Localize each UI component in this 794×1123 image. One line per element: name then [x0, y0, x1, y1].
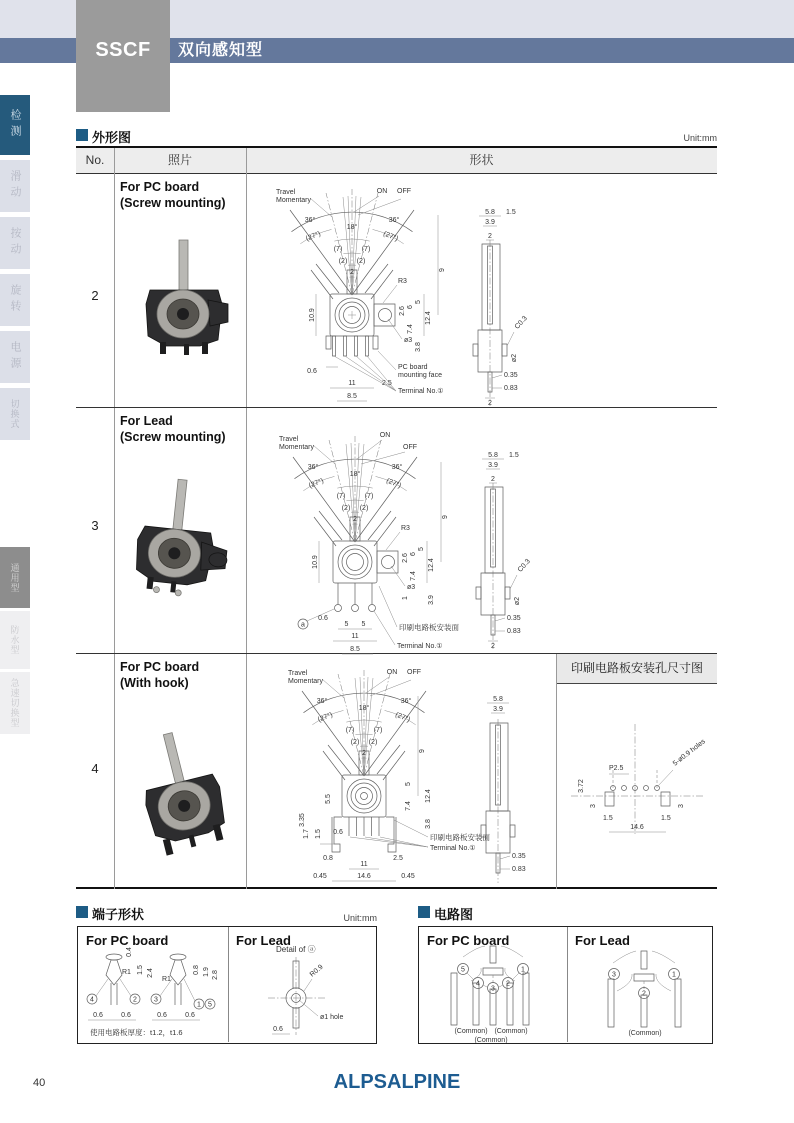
svg-text:7.4: 7.4 [410, 571, 417, 581]
row-number: 2 [91, 288, 99, 303]
svg-text:R3: R3 [401, 525, 410, 532]
svg-text:3.8: 3.8 [425, 819, 432, 829]
svg-text:Travel: Travel [288, 670, 308, 677]
svg-text:1: 1 [402, 596, 409, 600]
svg-text:18°: 18° [349, 471, 361, 478]
svg-text:2: 2 [488, 400, 492, 407]
svg-text:(2): (2) [338, 258, 348, 265]
terminal-pcb-title: For PC board [86, 933, 169, 948]
svg-text:1: 1 [197, 1001, 201, 1009]
sidebar-tab-slide: 滑动 [0, 160, 30, 212]
svg-text:(7): (7) [336, 493, 346, 500]
svg-text:(2): (2) [350, 739, 360, 746]
svg-text:1: 1 [672, 971, 676, 979]
svg-text:Terminal No.①: Terminal No.① [398, 388, 444, 395]
model-name: SSCF [95, 39, 151, 61]
svg-text:(27°): (27°) [317, 711, 334, 724]
svg-text:3.9: 3.9 [488, 462, 498, 469]
hole-panel-title: 印刷电路板安装孔尺寸图 [557, 654, 717, 684]
col-divider [114, 148, 115, 889]
svg-text:5: 5 [405, 782, 412, 786]
svg-text:Terminal No.①: Terminal No.① [397, 643, 443, 650]
svg-text:11: 11 [360, 861, 368, 868]
svg-text:0.8: 0.8 [193, 965, 200, 975]
svg-text:ON: ON [379, 432, 391, 439]
terminal-box [77, 926, 377, 1044]
svg-text:36°: 36° [391, 464, 403, 471]
svg-text:0.45: 0.45 [313, 873, 327, 880]
svg-text:ø3: ø3 [404, 337, 413, 344]
switch-photo [134, 728, 230, 858]
svg-text:3: 3 [590, 804, 597, 808]
svg-text:6: 6 [410, 552, 417, 556]
svg-text:C0.3: C0.3 [516, 557, 532, 574]
svg-text:18°: 18° [346, 224, 358, 231]
svg-text:(2): (2) [341, 505, 351, 512]
svg-text:(Common): (Common) [494, 1028, 528, 1035]
svg-text:Momentary: Momentary [279, 444, 315, 451]
svg-text:8.5: 8.5 [350, 646, 360, 653]
svg-text:Terminal No.①: Terminal No.① [430, 845, 476, 852]
svg-text:0.6: 0.6 [318, 615, 328, 622]
svg-text:7.4: 7.4 [405, 801, 412, 811]
svg-text:0.45: 0.45 [401, 873, 415, 880]
svg-text:ON: ON [376, 188, 388, 195]
circuit-box [418, 926, 713, 1044]
row3-mount-title: For Lead (Screw mounting) [120, 414, 226, 444]
svg-text:7.4: 7.4 [407, 324, 414, 334]
svg-text:2: 2 [491, 476, 495, 483]
svg-text:36°: 36° [316, 698, 328, 705]
svg-text:3: 3 [612, 971, 616, 979]
outline-table [76, 146, 717, 889]
svg-text:3.9: 3.9 [428, 595, 435, 605]
svg-text:(Common): (Common) [474, 1037, 508, 1044]
svg-text:Momentary: Momentary [288, 678, 324, 685]
svg-text:14.6: 14.6 [357, 873, 371, 880]
svg-text:5: 5 [208, 1001, 212, 1009]
svg-text:2.5: 2.5 [382, 380, 392, 387]
svg-text:0.35: 0.35 [512, 853, 526, 860]
svg-text:0.6: 0.6 [273, 1026, 283, 1033]
svg-text:3.9: 3.9 [485, 219, 495, 226]
svg-text:OFF: OFF [407, 669, 421, 676]
svg-text:3.35: 3.35 [299, 813, 306, 827]
svg-text:11: 11 [348, 380, 356, 387]
svg-text:R3: R3 [398, 278, 407, 285]
svg-text:2.8: 2.8 [212, 970, 219, 980]
svg-text:0.6: 0.6 [157, 1012, 167, 1019]
svg-text:36°: 36° [304, 217, 316, 224]
svg-text:1.5: 1.5 [315, 829, 322, 839]
svg-text:2.4: 2.4 [147, 968, 154, 978]
svg-text:(2): (2) [356, 258, 366, 265]
svg-text:12.4: 12.4 [425, 789, 432, 803]
svg-text:ø3: ø3 [407, 584, 416, 591]
section-marker-icon [76, 906, 88, 918]
circuit-pcb-drawing [419, 927, 567, 1045]
svg-text:R1: R1 [122, 969, 131, 976]
sidebar-tab-general: 通用型 [0, 547, 30, 608]
svg-text:5: 5 [361, 621, 366, 628]
sidebar-tab-quickswitch: 急速切换型 [0, 672, 30, 734]
svg-text:R1: R1 [162, 976, 171, 983]
svg-text:9: 9 [419, 749, 426, 753]
svg-text:Momentary: Momentary [276, 197, 312, 204]
svg-text:1.5: 1.5 [603, 815, 613, 822]
svg-text:Travel: Travel [276, 189, 296, 196]
sidebar-tab-push: 按动 [0, 217, 30, 269]
svg-text:(7): (7) [373, 727, 383, 734]
svg-text:12.4: 12.4 [425, 311, 432, 325]
sidebar-tab-rotary: 旋转 [0, 274, 30, 326]
svg-text:6: 6 [407, 305, 414, 309]
svg-text:36°: 36° [307, 464, 319, 471]
svg-text:OFF: OFF [403, 444, 417, 451]
row2-mount-title: For PC board (Screw mounting) [120, 180, 226, 210]
circuit-pcb-title: For PC board [427, 933, 510, 948]
hole-panel-drawing [557, 684, 717, 889]
svg-text:(27°): (27°) [305, 230, 322, 243]
svg-text:12.4: 12.4 [428, 558, 435, 572]
svg-text:5: 5 [344, 621, 349, 628]
svg-text:0.4: 0.4 [126, 947, 133, 957]
svg-text:0.6: 0.6 [185, 1012, 195, 1019]
terminal-unit: Unit:mm [343, 913, 377, 923]
svg-text:(7): (7) [361, 246, 371, 253]
svg-text:10.9: 10.9 [312, 555, 319, 569]
svg-text:2.6: 2.6 [402, 553, 409, 563]
sidebar-tab-toggle: 切换式 [0, 388, 30, 440]
svg-text:9: 9 [442, 515, 449, 519]
svg-text:(2): (2) [368, 739, 378, 746]
svg-text:(27°): (27°) [308, 477, 325, 490]
switch-photo [132, 478, 232, 598]
svg-text:ø2: ø2 [511, 353, 518, 363]
svg-text:8.5: 8.5 [347, 393, 357, 400]
svg-text:2.5: 2.5 [393, 855, 403, 862]
svg-text:0.6: 0.6 [121, 1012, 131, 1019]
svg-text:2.6: 2.6 [399, 306, 406, 316]
svg-text:(2): (2) [359, 505, 369, 512]
svg-text:(Common): (Common) [454, 1028, 488, 1035]
outline-section-title: 外形图 [92, 130, 132, 145]
svg-text:0.83: 0.83 [504, 385, 518, 392]
svg-text:9: 9 [439, 268, 446, 272]
row-number: 3 [91, 518, 99, 533]
circuit-lead-title: For Lead [575, 933, 630, 948]
svg-text:2: 2 [488, 233, 492, 240]
svg-text:Travel: Travel [279, 436, 299, 443]
svg-text:ON: ON [386, 669, 398, 676]
outline-drawing-row2 [246, 174, 717, 407]
svg-text:0.6: 0.6 [333, 829, 343, 836]
svg-text:ø1 hole: ø1 hole [320, 1014, 344, 1021]
svg-text:0.83: 0.83 [507, 628, 521, 635]
svg-text:2: 2 [506, 980, 510, 988]
svg-text:14.6: 14.6 [630, 824, 644, 831]
svg-text:1: 1 [521, 966, 525, 974]
alps-alpine-logo [327, 1066, 467, 1096]
svg-text:R0.9: R0.9 [308, 963, 325, 979]
svg-text:2: 2 [491, 643, 495, 650]
svg-text:5.5: 5.5 [325, 794, 332, 804]
svg-text:3: 3 [154, 996, 158, 1004]
svg-text:1.5: 1.5 [509, 452, 519, 459]
svg-text:0.8: 0.8 [323, 855, 333, 862]
svg-text:18°: 18° [358, 705, 370, 712]
terminal-lead-title: For Lead [236, 933, 291, 948]
page-number: 40 [33, 1077, 46, 1089]
svg-text:1.5: 1.5 [661, 815, 671, 822]
svg-text:0.6: 0.6 [307, 368, 317, 375]
outline-drawing-row4 [246, 653, 556, 889]
svg-text:0.6: 0.6 [93, 1012, 103, 1019]
svg-text:5-ø0.9 holes: 5-ø0.9 holes [671, 738, 707, 768]
svg-text:ø2: ø2 [514, 596, 521, 606]
svg-text:11: 11 [351, 633, 359, 640]
col-shape: 形状 [469, 153, 494, 167]
svg-text:1.9: 1.9 [203, 967, 210, 977]
svg-text:3.9: 3.9 [493, 706, 503, 713]
svg-text:(7): (7) [333, 246, 343, 253]
svg-text:2: 2 [133, 996, 137, 1004]
sidebar-tab-power: 电源 [0, 331, 30, 383]
svg-text:2: 2 [362, 750, 366, 757]
svg-text:0.83: 0.83 [512, 866, 526, 873]
svg-text:0.35: 0.35 [507, 615, 521, 622]
svg-text:5.8: 5.8 [493, 696, 503, 703]
svg-text:a: a [301, 621, 305, 629]
svg-text:4: 4 [90, 996, 94, 1004]
row-number: 4 [91, 761, 99, 776]
svg-text:使用电路板厚度：t1.2，t1.6: 使用电路板厚度：t1.2，t1.6 [90, 1028, 183, 1037]
svg-text:2: 2 [642, 990, 646, 998]
svg-text:1.5: 1.5 [137, 965, 144, 975]
circuit-lead-drawing [567, 927, 714, 1045]
svg-text:3: 3 [491, 985, 495, 993]
svg-text:5: 5 [418, 547, 425, 551]
svg-text:3.72: 3.72 [578, 779, 585, 793]
svg-text:2: 2 [353, 516, 357, 523]
svg-text:5: 5 [461, 966, 465, 974]
svg-text:3.8: 3.8 [415, 342, 422, 352]
svg-text:(27°): (27°) [394, 711, 411, 724]
table-header-row [76, 148, 717, 174]
page-title: 双向感知型 [178, 42, 264, 59]
svg-text:PC board: PC board [398, 364, 428, 371]
outline-unit: Unit:mm [683, 133, 717, 143]
terminal-section-title: 端子形状 [92, 907, 145, 922]
svg-text:5: 5 [415, 300, 422, 304]
svg-text:P2.5: P2.5 [609, 765, 624, 772]
svg-text:5.8: 5.8 [488, 452, 498, 459]
svg-text:mounting face: mounting face [398, 372, 442, 379]
col-no: No. [85, 153, 105, 167]
svg-text:1.5: 1.5 [506, 209, 516, 216]
svg-text:Detail of ⓐ: Detail of ⓐ [276, 945, 316, 954]
svg-text:36°: 36° [388, 217, 400, 224]
svg-text:(7): (7) [345, 727, 355, 734]
section-marker-icon [76, 129, 88, 141]
svg-text:5.8: 5.8 [485, 209, 495, 216]
svg-text:(27°): (27°) [382, 230, 399, 243]
svg-text:(7): (7) [364, 493, 374, 500]
sidebar-tab-waterproof: 防水型 [0, 611, 30, 669]
svg-text:OFF: OFF [397, 188, 411, 195]
svg-text:印刷电路板安装面: 印刷电路板安装面 [399, 623, 459, 632]
col-photo: 照片 [167, 153, 192, 167]
sidebar-tab-detect: 检测 [0, 95, 30, 155]
svg-text:0.35: 0.35 [504, 372, 518, 379]
svg-text:4: 4 [476, 980, 480, 988]
svg-text:2: 2 [350, 269, 354, 276]
svg-text:(Common): (Common) [628, 1030, 662, 1037]
terminal-lead-drawing [228, 927, 378, 1045]
outline-drawing-row3 [246, 407, 717, 653]
svg-text:ALPSALPINE: ALPSALPINE [333, 1071, 461, 1093]
svg-text:(27°): (27°) [385, 477, 402, 490]
svg-text:印刷电路板安装面: 印刷电路板安装面 [430, 833, 490, 842]
svg-text:C0.3: C0.3 [513, 314, 529, 331]
switch-photo [138, 238, 230, 358]
circuit-section-title: 电路图 [434, 907, 474, 922]
section-marker-icon [418, 906, 430, 918]
row4-mount-title: For PC board (With hook) [120, 660, 200, 690]
svg-text:36°: 36° [400, 698, 412, 705]
svg-text:1.7: 1.7 [303, 829, 310, 839]
svg-text:10.9: 10.9 [309, 308, 316, 322]
svg-text:3: 3 [678, 804, 685, 808]
